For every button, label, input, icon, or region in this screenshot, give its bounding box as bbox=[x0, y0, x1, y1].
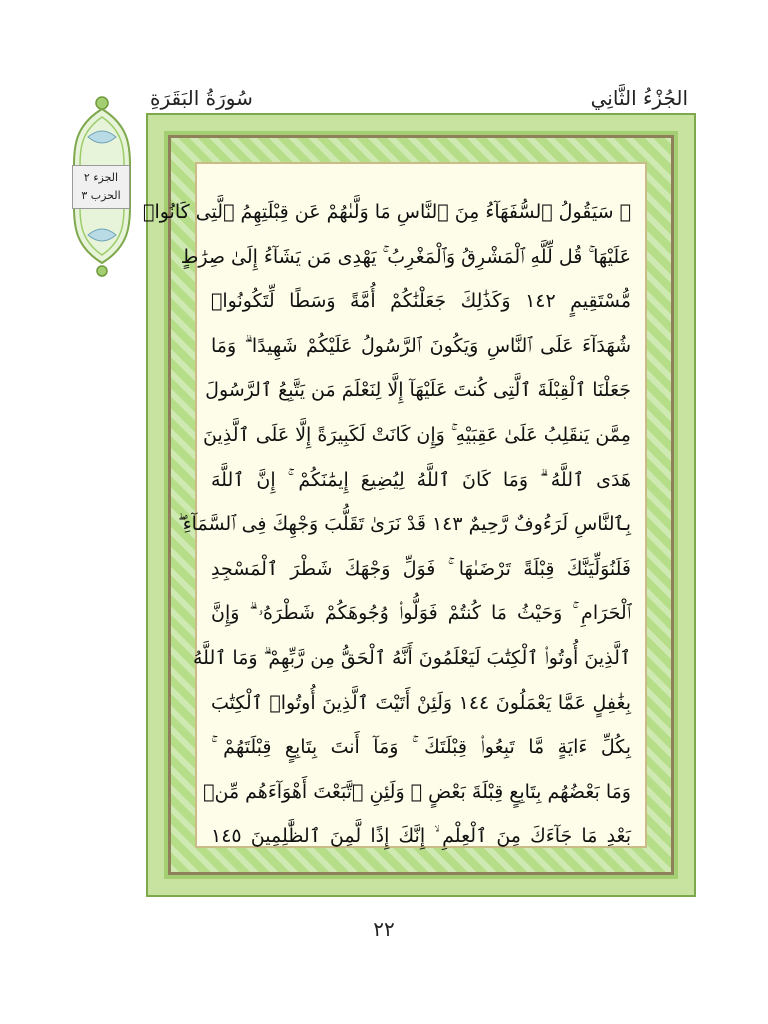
text-line: بِكُلِّ ءَايَةٍ مَّا تَبِعُوا۟ قِبْلَتَكَ ۚ وَمَآ أَنتَ بِتَابِعٍ قِبْلَتَهُمْ ۚ bbox=[211, 736, 631, 759]
text-line: شُهَدَآءَ عَلَى ٱلنَّاسِ وَيَكُونَ ٱلرَّسُولُ عَلَيْكُمْ شَهِيدًا ۗ وَمَا bbox=[211, 334, 631, 357]
surah-title: سُورَةُ البَقَرَةِ bbox=[150, 86, 253, 110]
frame-border bbox=[143, 135, 674, 875]
text-line: بِغَٰفِلٍ عَمَّا يَعْمَلُونَ ١٤٤ وَلَئِنْ أَتَيْتَ ٱلَّذِينَ أُوتُوا۟ ٱلْكِتَٰبَ bbox=[211, 691, 631, 714]
page-number: ٢٢ bbox=[373, 917, 395, 941]
text-line: مُّسْتَقِيمٍ ١٤٢ وَكَذَٰلِكَ جَعَلْنَٰكُمْ أُمَّةً وَسَطًا لِّتَكُونُوا۟ bbox=[211, 290, 632, 313]
ornamental-frame bbox=[143, 115, 694, 895]
juz-title: الجُزْءُ الثَّانِي bbox=[590, 86, 688, 110]
text-line: وَمَا بَعْضُهُم بِتَابِعٍ قِبْلَةَ بَعْضٍ ۚ وَلَئِنِ ٱتَّبَعْتَ أَهْوَآءَهُم مِّنۢ bbox=[203, 780, 631, 803]
text-line: ۞ سَيَقُولُ ٱلسُّفَهَآءُ مِنَ ٱلنَّاسِ مَا وَلَّىٰهُمْ عَن قِبْلَتِهِمُ ٱلَّتِى كَانُوا۟ bbox=[143, 201, 631, 223]
text-line: مِمَّن يَنقَلِبُ عَلَىٰ عَقِبَيْهِ ۚ وَإِن كَانَتْ لَكَبِيرَةً إِلَّا عَلَى ٱلَّذِينَ bbox=[203, 423, 631, 446]
quran-text-area bbox=[143, 162, 647, 848]
text-line: ٱلْحَرَامِ ۚ وَحَيْثُ مَا كُنتُمْ فَوَلُّوا۟ وُجُوهَكُمْ شَطْرَهُۥ ۗ وَإِنَّ bbox=[211, 602, 631, 625]
text-line: فَلَنُوَلِّيَنَّكَ قِبْلَةً تَرْضَىٰهَا ۚ فَوَلِّ وَجْهَكَ شَطْرَ ٱلْمَسْجِدِ bbox=[211, 557, 631, 580]
text-line: ٱلَّذِينَ أُوتُوا۟ ٱلْكِتَٰبَ لَيَعْلَمُونَ أَنَّهُ ٱلْحَقُّ مِن رَّبِّهِمْ ۗ وَمَا ٱللَّهُ bbox=[192, 646, 631, 669]
text-line: جَعَلْنَا ٱلْقِبْلَةَ ٱلَّتِى كُنتَ عَلَيْهَآ إِلَّا لِنَعْلَمَ مَن يَتَّبِعُ ٱلرَّسُولَ bbox=[205, 379, 631, 402]
juz-hizb-marker bbox=[72, 165, 130, 209]
text-line: هَدَى ٱللَّهُ ۗ وَمَا كَانَ ٱللَّهُ لِيُضِيعَ إِيمَٰنَكُمْ ۚ إِنَّ ٱللَّهَ bbox=[211, 468, 631, 491]
hizb-label: الحزب ٣ bbox=[81, 189, 121, 202]
juz-label: الجزء ٢ bbox=[83, 171, 119, 184]
text-line: عَلَيْهَا ۚ قُل لِّلَّهِ ٱلْمَشْرِقُ وَٱلْمَغْرِبُ ۚ يَهْدِى مَن يَشَآءُ إِلَىٰ صِرَٰطٍ bbox=[180, 245, 631, 268]
text-line: بَعْدِ مَا جَآءَكَ مِنَ ٱلْعِلْمِ ۙ إِنَّكَ إِذًا لَّمِنَ ٱلظَّٰلِمِينَ ١٤٥ bbox=[211, 825, 631, 848]
text-line: بِٱلنَّاسِ لَرَءُوفٌ رَّحِيمٌ ١٤٣ قَدْ نَرَىٰ تَقَلُّبَ وَجْهِكَ فِى ٱلسَّمَآءِ ۖ bbox=[178, 513, 631, 536]
